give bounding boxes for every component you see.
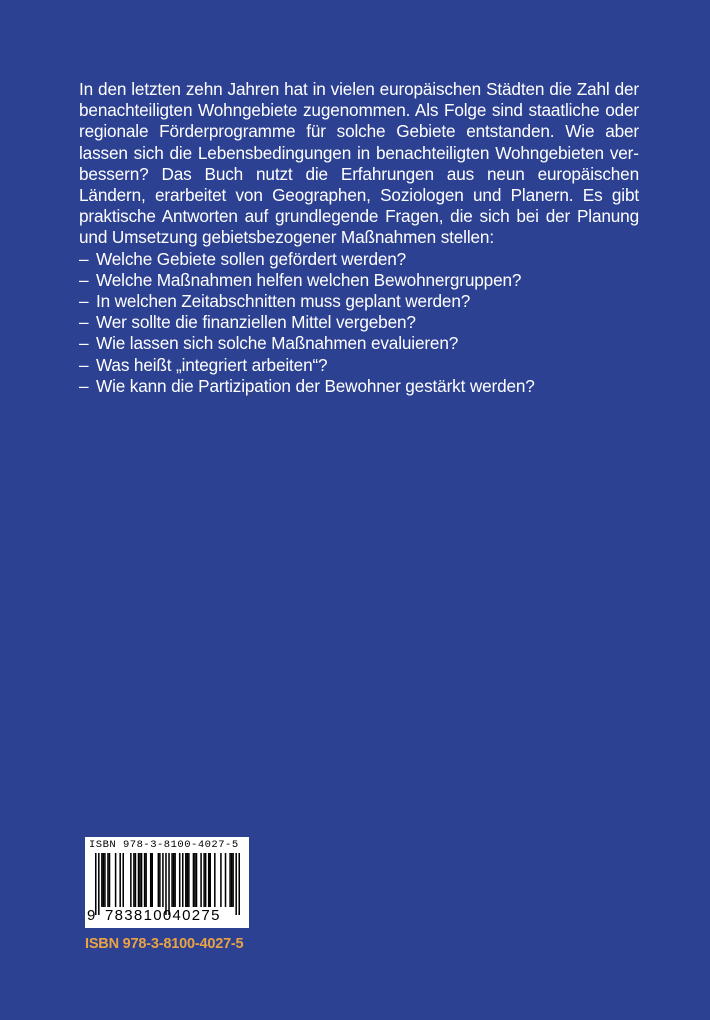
barcode-bar [188, 853, 190, 907]
barcode-bar [173, 853, 175, 907]
barcode-bar [145, 853, 147, 907]
list-item [79, 376, 639, 397]
question-text: Wer sollte die finanziellen Mittel vergeben? [96, 312, 416, 333]
list-item [79, 291, 639, 312]
barcode-bar [135, 853, 137, 907]
dash-bullet: – [79, 375, 89, 396]
barcode-bar [104, 853, 106, 907]
barcode-bar [159, 853, 161, 907]
barcode-bar [162, 853, 164, 907]
barcode-bar [200, 853, 202, 907]
list-item [79, 249, 639, 270]
dash-bullet: – [79, 248, 89, 269]
barcode-bar [209, 853, 211, 907]
dash-bullet: – [79, 291, 89, 312]
isbn-footer: ISBN 978-3-8100-4027-5 [85, 936, 244, 952]
barcode-bar [187, 853, 189, 907]
barcode-bar [122, 853, 124, 907]
list-item [79, 270, 639, 291]
barcode-bar [101, 853, 103, 907]
barcode-bar [115, 853, 117, 907]
barcode-bar [119, 853, 121, 907]
barcode-bar [185, 853, 187, 907]
barcode-bar [98, 853, 100, 915]
dash-bullet: – [79, 354, 89, 375]
question-text: Wie lassen sich solche Maßnahmen evaluieren? [96, 333, 459, 354]
barcode-bar [220, 853, 222, 907]
barcode-bar [182, 853, 184, 907]
barcode-bar [138, 853, 140, 907]
question-text: Welche Maßnahmen helfen welchen Bewohnergruppen? [96, 269, 522, 290]
barcode-bar [196, 853, 198, 907]
barcode-bar [174, 853, 176, 907]
blurb-paragraph: In den letzten zehn Jahren hat in vielen europäischen Städten die Zahl der benachteiligten Wohngebiete zugenommen. Als Folge sind staatliche oder regionale Förderprogramme für solche Gebiete entstanden. Wie aber lassen sich die Lebensbedingungen in benachteiligten Wohngebieten verbessern? Das Buch nutzt die Erfahrungen aus neun europäischen Ländern, erarbeitet von Geographen, Soziologen und Planern. Es gibt praktische Antworten auf grundlegende Fragen, die sich bei der Planung und Umsetzung gebietsbezogener Maßnahmen stellen: [79, 79, 639, 248]
barcode-bar [107, 853, 109, 907]
barcode-bar [193, 853, 195, 907]
barcode-bar [229, 853, 231, 907]
question-text: Welche Gebiete sollen gefördert werden? [96, 248, 407, 269]
barcode-bar [171, 853, 173, 907]
barcode-bar [205, 853, 207, 907]
barcode-bar [208, 853, 210, 907]
back-cover-blurb [79, 79, 639, 397]
barcode-bar [203, 853, 205, 907]
barcode-bar [151, 853, 153, 907]
barcode-bar [95, 853, 97, 915]
barcode-bar [139, 853, 141, 907]
barcode-bar [109, 853, 111, 907]
barcode-bar [150, 853, 152, 907]
barcode-bar [141, 853, 143, 907]
barcode-bar [235, 853, 237, 915]
barcode-bar [158, 853, 160, 907]
barcode-bar [238, 853, 240, 915]
ean-first-digit: 9 [87, 907, 96, 924]
barcode-label [85, 837, 249, 928]
list-item [79, 333, 639, 354]
barcode-bar [144, 853, 146, 907]
list-item [79, 312, 639, 333]
barcode-bar [130, 853, 132, 907]
barcode-isbn-text: ISBN 978-3-8100-4027-5 [89, 839, 239, 851]
barcode-bar [133, 853, 135, 907]
barcode-bar [231, 853, 233, 907]
barcode-bar [194, 853, 196, 907]
barcode-bar [165, 853, 167, 915]
question-text: Was heißt „integriert arbeiten“? [96, 354, 328, 375]
question-list [79, 249, 639, 397]
barcode-bar [232, 853, 234, 907]
barcode-bar [103, 853, 105, 907]
ean-digits: 783810040275 [105, 907, 221, 924]
dash-bullet: – [79, 333, 89, 354]
barcode-bar [179, 853, 181, 907]
question-text: Wie kann die Partizipation der Bewohner gestärkt werden? [96, 375, 535, 396]
barcode-bar [225, 853, 227, 907]
dash-bullet: – [79, 269, 89, 290]
dash-bullet: – [79, 312, 89, 333]
list-item [79, 355, 639, 376]
barcode-icon [95, 853, 240, 915]
barcode-bar [214, 853, 216, 907]
question-text: In welchen Zeitabschnitten muss geplant werden? [96, 291, 471, 312]
barcode-bar [168, 853, 170, 915]
